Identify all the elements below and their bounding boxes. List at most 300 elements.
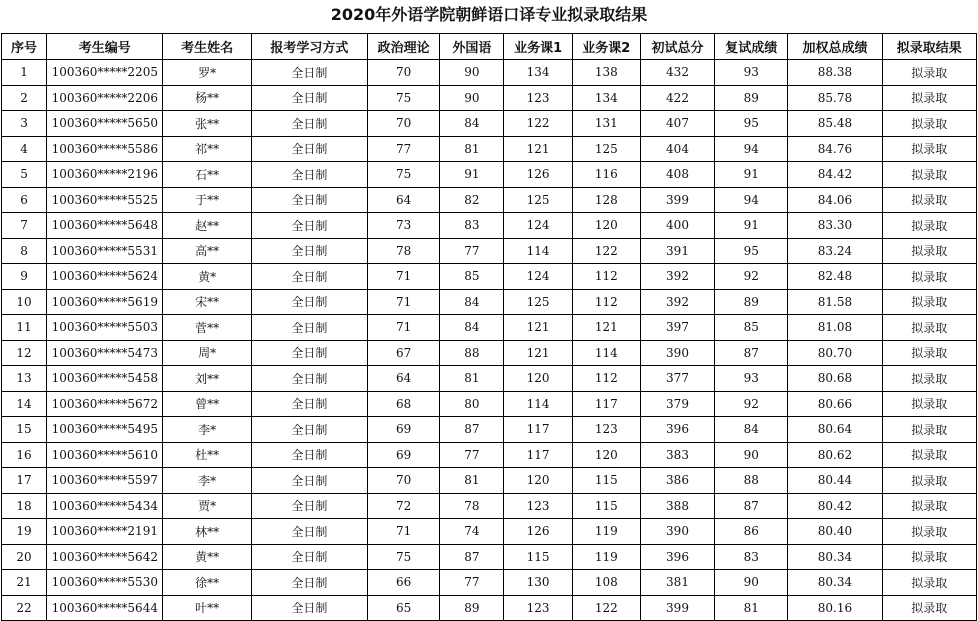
cell-col-retest-score: 88: [715, 468, 788, 494]
table-header-row: [2, 34, 977, 60]
table-row: [2, 162, 977, 188]
cell-col-result: 拟录取: [882, 366, 976, 392]
cell-col-seq: 17: [2, 468, 47, 494]
table-row: [2, 544, 977, 570]
cell-col-prelim-total: 390: [640, 340, 714, 366]
cell-col-subject-2: 122: [572, 238, 640, 264]
cell-col-subject-2: 128: [572, 187, 640, 213]
cell-col-retest-score: 91: [715, 213, 788, 239]
cell-col-weighted-total: 80.64: [788, 417, 882, 443]
cell-col-prelim-total: 396: [640, 417, 714, 443]
cell-col-subject-1: 124: [504, 213, 572, 239]
cell-col-seq: 15: [2, 417, 47, 443]
cell-col-politics: 69: [368, 417, 440, 443]
cell-col-result: 拟录取: [882, 468, 976, 494]
cell-col-subject-1: 134: [504, 60, 572, 86]
cell-col-name: 杜**: [163, 442, 251, 468]
cell-col-foreign-lang: 81: [440, 136, 504, 162]
cell-col-subject-2: 134: [572, 85, 640, 111]
cell-col-politics: 71: [368, 264, 440, 290]
cell-col-study-mode: 全日制: [251, 213, 367, 239]
cell-col-subject-1: 114: [504, 238, 572, 264]
cell-col-name: 石**: [163, 162, 251, 188]
header-col-name: 考生姓名: [163, 34, 251, 60]
cell-col-retest-score: 94: [715, 187, 788, 213]
table-row: [2, 595, 977, 621]
cell-col-name: 曾**: [163, 391, 251, 417]
cell-col-study-mode: 全日制: [251, 493, 367, 519]
cell-col-retest-score: 85: [715, 315, 788, 341]
table-row: [2, 570, 977, 596]
cell-col-result: 拟录取: [882, 289, 976, 315]
header-col-politics: 政治理论: [368, 34, 440, 60]
cell-col-weighted-total: 81.08: [788, 315, 882, 341]
cell-col-politics: 70: [368, 468, 440, 494]
cell-col-seq: 18: [2, 493, 47, 519]
cell-col-retest-score: 83: [715, 544, 788, 570]
cell-col-seq: 4: [2, 136, 47, 162]
cell-col-politics: 65: [368, 595, 440, 621]
header-col-weighted-total: 加权总成绩: [788, 34, 882, 60]
cell-col-weighted-total: 80.44: [788, 468, 882, 494]
cell-col-name: 张**: [163, 111, 251, 137]
cell-col-name: 宋**: [163, 289, 251, 315]
cell-col-study-mode: 全日制: [251, 391, 367, 417]
cell-col-politics: 66: [368, 570, 440, 596]
cell-col-weighted-total: 85.78: [788, 85, 882, 111]
cell-col-name: 罗*: [163, 60, 251, 86]
cell-col-study-mode: 全日制: [251, 85, 367, 111]
cell-col-prelim-total: 392: [640, 289, 714, 315]
table-row: [2, 85, 977, 111]
cell-col-result: 拟录取: [882, 442, 976, 468]
cell-col-result: 拟录取: [882, 162, 976, 188]
cell-col-subject-2: 120: [572, 442, 640, 468]
cell-col-retest-score: 90: [715, 570, 788, 596]
cell-col-politics: 68: [368, 391, 440, 417]
cell-col-foreign-lang: 87: [440, 544, 504, 570]
cell-col-subject-2: 115: [572, 468, 640, 494]
cell-col-result: 拟录取: [882, 264, 976, 290]
cell-col-subject-1: 120: [504, 366, 572, 392]
cell-col-seq: 21: [2, 570, 47, 596]
cell-col-seq: 5: [2, 162, 47, 188]
cell-col-politics: 64: [368, 187, 440, 213]
cell-col-foreign-lang: 77: [440, 570, 504, 596]
cell-col-prelim-total: 377: [640, 366, 714, 392]
cell-col-subject-1: 114: [504, 391, 572, 417]
cell-col-retest-score: 92: [715, 264, 788, 290]
table-row: [2, 442, 977, 468]
header-col-study-mode: 报考学习方式: [251, 34, 367, 60]
cell-col-result: 拟录取: [882, 493, 976, 519]
cell-col-name: 刘**: [163, 366, 251, 392]
table-row: [2, 264, 977, 290]
header-col-retest-score: 复试成绩: [715, 34, 788, 60]
cell-col-politics: 67: [368, 340, 440, 366]
cell-col-weighted-total: 83.30: [788, 213, 882, 239]
cell-col-name: 祁**: [163, 136, 251, 162]
cell-col-weighted-total: 85.48: [788, 111, 882, 137]
cell-col-subject-1: 124: [504, 264, 572, 290]
cell-col-exam-id: 100360*****2206: [47, 85, 163, 111]
cell-col-foreign-lang: 84: [440, 111, 504, 137]
cell-col-weighted-total: 80.34: [788, 570, 882, 596]
cell-col-subject-2: 121: [572, 315, 640, 341]
cell-col-politics: 75: [368, 162, 440, 188]
header-col-seq: 序号: [2, 34, 47, 60]
cell-col-retest-score: 81: [715, 595, 788, 621]
table-row: [2, 111, 977, 137]
header-col-result: 拟录取结果: [882, 34, 976, 60]
cell-col-seq: 20: [2, 544, 47, 570]
cell-col-politics: 71: [368, 315, 440, 341]
cell-col-seq: 9: [2, 264, 47, 290]
cell-col-politics: 72: [368, 493, 440, 519]
cell-col-exam-id: 100360*****5530: [47, 570, 163, 596]
cell-col-exam-id: 100360*****5610: [47, 442, 163, 468]
cell-col-seq: 3: [2, 111, 47, 137]
cell-col-foreign-lang: 91: [440, 162, 504, 188]
cell-col-result: 拟录取: [882, 315, 976, 341]
cell-col-politics: 70: [368, 60, 440, 86]
cell-col-subject-1: 117: [504, 417, 572, 443]
cell-col-weighted-total: 80.70: [788, 340, 882, 366]
cell-col-foreign-lang: 82: [440, 187, 504, 213]
cell-col-subject-1: 126: [504, 162, 572, 188]
cell-col-subject-1: 121: [504, 136, 572, 162]
cell-col-prelim-total: 390: [640, 519, 714, 545]
cell-col-exam-id: 100360*****5644: [47, 595, 163, 621]
cell-col-prelim-total: 396: [640, 544, 714, 570]
cell-col-subject-2: 122: [572, 595, 640, 621]
cell-col-study-mode: 全日制: [251, 60, 367, 86]
cell-col-subject-1: 123: [504, 85, 572, 111]
cell-col-subject-1: 125: [504, 289, 572, 315]
cell-col-result: 拟录取: [882, 213, 976, 239]
cell-col-subject-1: 121: [504, 340, 572, 366]
cell-col-weighted-total: 84.76: [788, 136, 882, 162]
table-row: [2, 60, 977, 86]
cell-col-subject-1: 126: [504, 519, 572, 545]
cell-col-subject-2: 123: [572, 417, 640, 443]
cell-col-exam-id: 100360*****5650: [47, 111, 163, 137]
cell-col-result: 拟录取: [882, 570, 976, 596]
cell-col-seq: 6: [2, 187, 47, 213]
cell-col-subject-2: 115: [572, 493, 640, 519]
cell-col-subject-2: 108: [572, 570, 640, 596]
cell-col-exam-id: 100360*****5531: [47, 238, 163, 264]
table-row: [2, 391, 977, 417]
cell-col-subject-2: 125: [572, 136, 640, 162]
cell-col-study-mode: 全日制: [251, 544, 367, 570]
cell-col-subject-1: 123: [504, 595, 572, 621]
cell-col-prelim-total: 422: [640, 85, 714, 111]
cell-col-study-mode: 全日制: [251, 366, 367, 392]
cell-col-subject-2: 112: [572, 264, 640, 290]
table-row: [2, 289, 977, 315]
table-row: [2, 213, 977, 239]
cell-col-seq: 7: [2, 213, 47, 239]
cell-col-politics: 71: [368, 519, 440, 545]
cell-col-foreign-lang: 87: [440, 417, 504, 443]
cell-col-retest-score: 95: [715, 238, 788, 264]
cell-col-name: 黄*: [163, 264, 251, 290]
cell-col-name: 李*: [163, 417, 251, 443]
cell-col-prelim-total: 392: [640, 264, 714, 290]
cell-col-result: 拟录取: [882, 85, 976, 111]
cell-col-study-mode: 全日制: [251, 162, 367, 188]
cell-col-result: 拟录取: [882, 136, 976, 162]
cell-col-result: 拟录取: [882, 60, 976, 86]
cell-col-politics: 78: [368, 238, 440, 264]
cell-col-name: 菅**: [163, 315, 251, 341]
cell-col-exam-id: 100360*****5434: [47, 493, 163, 519]
admission-results-table: [1, 33, 977, 621]
cell-col-subject-2: 120: [572, 213, 640, 239]
cell-col-retest-score: 95: [715, 111, 788, 137]
cell-col-subject-1: 130: [504, 570, 572, 596]
cell-col-seq: 16: [2, 442, 47, 468]
cell-col-prelim-total: 407: [640, 111, 714, 137]
cell-col-study-mode: 全日制: [251, 264, 367, 290]
cell-col-retest-score: 87: [715, 340, 788, 366]
cell-col-prelim-total: 386: [640, 468, 714, 494]
header-col-subject-2: 业务课2: [572, 34, 640, 60]
cell-col-exam-id: 100360*****5458: [47, 366, 163, 392]
cell-col-subject-1: 121: [504, 315, 572, 341]
cell-col-prelim-total: 397: [640, 315, 714, 341]
cell-col-name: 林**: [163, 519, 251, 545]
cell-col-retest-score: 92: [715, 391, 788, 417]
table-row: [2, 519, 977, 545]
cell-col-prelim-total: 400: [640, 213, 714, 239]
page-title: 2020年外语学院朝鲜语口译专业拟录取结果: [330, 5, 648, 24]
table-row: [2, 366, 977, 392]
cell-col-study-mode: 全日制: [251, 238, 367, 264]
cell-col-seq: 10: [2, 289, 47, 315]
cell-col-foreign-lang: 78: [440, 493, 504, 519]
cell-col-weighted-total: 80.40: [788, 519, 882, 545]
header-col-prelim-total: 初试总分: [640, 34, 714, 60]
cell-col-seq: 2: [2, 85, 47, 111]
cell-col-prelim-total: 404: [640, 136, 714, 162]
cell-col-foreign-lang: 84: [440, 289, 504, 315]
cell-col-subject-1: 120: [504, 468, 572, 494]
cell-col-weighted-total: 84.06: [788, 187, 882, 213]
cell-col-weighted-total: 80.16: [788, 595, 882, 621]
cell-col-name: 李*: [163, 468, 251, 494]
cell-col-retest-score: 94: [715, 136, 788, 162]
cell-col-seq: 13: [2, 366, 47, 392]
cell-col-politics: 69: [368, 442, 440, 468]
header-col-exam-id: 考生编号: [47, 34, 163, 60]
cell-col-study-mode: 全日制: [251, 442, 367, 468]
cell-col-exam-id: 100360*****5672: [47, 391, 163, 417]
cell-col-weighted-total: 80.62: [788, 442, 882, 468]
cell-col-exam-id: 100360*****5473: [47, 340, 163, 366]
cell-col-subject-1: 115: [504, 544, 572, 570]
cell-col-foreign-lang: 84: [440, 315, 504, 341]
cell-col-exam-id: 100360*****2205: [47, 60, 163, 86]
cell-col-result: 拟录取: [882, 187, 976, 213]
cell-col-name: 黄**: [163, 544, 251, 570]
cell-col-exam-id: 100360*****2191: [47, 519, 163, 545]
cell-col-foreign-lang: 77: [440, 238, 504, 264]
cell-col-retest-score: 87: [715, 493, 788, 519]
cell-col-seq: 22: [2, 595, 47, 621]
cell-col-seq: 14: [2, 391, 47, 417]
cell-col-name: 贾*: [163, 493, 251, 519]
cell-col-retest-score: 90: [715, 442, 788, 468]
cell-col-prelim-total: 408: [640, 162, 714, 188]
cell-col-result: 拟录取: [882, 340, 976, 366]
table-row: [2, 493, 977, 519]
cell-col-retest-score: 91: [715, 162, 788, 188]
cell-col-prelim-total: 432: [640, 60, 714, 86]
cell-col-result: 拟录取: [882, 111, 976, 137]
cell-col-result: 拟录取: [882, 544, 976, 570]
cell-col-subject-2: 112: [572, 366, 640, 392]
cell-col-study-mode: 全日制: [251, 468, 367, 494]
cell-col-retest-score: 84: [715, 417, 788, 443]
cell-col-retest-score: 86: [715, 519, 788, 545]
cell-col-name: 徐**: [163, 570, 251, 596]
cell-col-subject-1: 125: [504, 187, 572, 213]
cell-col-name: 叶**: [163, 595, 251, 621]
cell-col-foreign-lang: 85: [440, 264, 504, 290]
cell-col-study-mode: 全日制: [251, 340, 367, 366]
cell-col-retest-score: 89: [715, 85, 788, 111]
cell-col-foreign-lang: 77: [440, 442, 504, 468]
cell-col-subject-1: 122: [504, 111, 572, 137]
cell-col-politics: 75: [368, 544, 440, 570]
cell-col-result: 拟录取: [882, 417, 976, 443]
cell-col-retest-score: 93: [715, 366, 788, 392]
cell-col-study-mode: 全日制: [251, 519, 367, 545]
cell-col-study-mode: 全日制: [251, 187, 367, 213]
cell-col-subject-2: 119: [572, 544, 640, 570]
cell-col-exam-id: 100360*****5586: [47, 136, 163, 162]
cell-col-foreign-lang: 80: [440, 391, 504, 417]
cell-col-foreign-lang: 90: [440, 60, 504, 86]
cell-col-study-mode: 全日制: [251, 136, 367, 162]
cell-col-weighted-total: 83.24: [788, 238, 882, 264]
cell-col-subject-1: 117: [504, 442, 572, 468]
cell-col-weighted-total: 88.38: [788, 60, 882, 86]
cell-col-name: 于**: [163, 187, 251, 213]
header-col-subject-1: 业务课1: [504, 34, 572, 60]
cell-col-seq: 11: [2, 315, 47, 341]
cell-col-exam-id: 100360*****5648: [47, 213, 163, 239]
cell-col-seq: 12: [2, 340, 47, 366]
cell-col-exam-id: 100360*****2196: [47, 162, 163, 188]
table-body: [2, 60, 977, 621]
cell-col-foreign-lang: 90: [440, 85, 504, 111]
table-row: [2, 417, 977, 443]
table-row: [2, 340, 977, 366]
cell-col-subject-2: 119: [572, 519, 640, 545]
cell-col-foreign-lang: 74: [440, 519, 504, 545]
cell-col-subject-2: 131: [572, 111, 640, 137]
cell-col-foreign-lang: 83: [440, 213, 504, 239]
cell-col-name: 周*: [163, 340, 251, 366]
cell-col-study-mode: 全日制: [251, 570, 367, 596]
cell-col-foreign-lang: 81: [440, 468, 504, 494]
cell-col-subject-2: 114: [572, 340, 640, 366]
cell-col-study-mode: 全日制: [251, 111, 367, 137]
cell-col-name: 杨**: [163, 85, 251, 111]
cell-col-subject-2: 117: [572, 391, 640, 417]
cell-col-prelim-total: 388: [640, 493, 714, 519]
cell-col-prelim-total: 391: [640, 238, 714, 264]
cell-col-politics: 75: [368, 85, 440, 111]
cell-col-weighted-total: 84.42: [788, 162, 882, 188]
cell-col-exam-id: 100360*****5525: [47, 187, 163, 213]
cell-col-weighted-total: 82.48: [788, 264, 882, 290]
cell-col-foreign-lang: 81: [440, 366, 504, 392]
cell-col-exam-id: 100360*****5619: [47, 289, 163, 315]
cell-col-weighted-total: 80.42: [788, 493, 882, 519]
cell-col-weighted-total: 80.66: [788, 391, 882, 417]
cell-col-weighted-total: 81.58: [788, 289, 882, 315]
cell-col-seq: 19: [2, 519, 47, 545]
cell-col-subject-2: 138: [572, 60, 640, 86]
cell-col-politics: 71: [368, 289, 440, 315]
cell-col-exam-id: 100360*****5597: [47, 468, 163, 494]
cell-col-name: 赵**: [163, 213, 251, 239]
cell-col-exam-id: 100360*****5495: [47, 417, 163, 443]
cell-col-exam-id: 100360*****5642: [47, 544, 163, 570]
cell-col-prelim-total: 383: [640, 442, 714, 468]
cell-col-result: 拟录取: [882, 391, 976, 417]
cell-col-weighted-total: 80.68: [788, 366, 882, 392]
cell-col-weighted-total: 80.34: [788, 544, 882, 570]
cell-col-foreign-lang: 89: [440, 595, 504, 621]
table-row: [2, 468, 977, 494]
table-row: [2, 315, 977, 341]
cell-col-retest-score: 93: [715, 60, 788, 86]
cell-col-prelim-total: 399: [640, 595, 714, 621]
cell-col-seq: 8: [2, 238, 47, 264]
cell-col-politics: 73: [368, 213, 440, 239]
cell-col-study-mode: 全日制: [251, 315, 367, 341]
cell-col-subject-2: 116: [572, 162, 640, 188]
cell-col-politics: 77: [368, 136, 440, 162]
cell-col-study-mode: 全日制: [251, 289, 367, 315]
cell-col-seq: 1: [2, 60, 47, 86]
cell-col-study-mode: 全日制: [251, 417, 367, 443]
table-row: [2, 187, 977, 213]
cell-col-retest-score: 89: [715, 289, 788, 315]
cell-col-result: 拟录取: [882, 595, 976, 621]
cell-col-politics: 64: [368, 366, 440, 392]
cell-col-study-mode: 全日制: [251, 595, 367, 621]
cell-col-result: 拟录取: [882, 238, 976, 264]
cell-col-prelim-total: 381: [640, 570, 714, 596]
table-row: [2, 238, 977, 264]
cell-col-exam-id: 100360*****5503: [47, 315, 163, 341]
cell-col-prelim-total: 399: [640, 187, 714, 213]
cell-col-prelim-total: 379: [640, 391, 714, 417]
cell-col-exam-id: 100360*****5624: [47, 264, 163, 290]
cell-col-politics: 70: [368, 111, 440, 137]
cell-col-result: 拟录取: [882, 519, 976, 545]
cell-col-foreign-lang: 88: [440, 340, 504, 366]
header-col-foreign-lang: 外国语: [440, 34, 504, 60]
cell-col-subject-1: 123: [504, 493, 572, 519]
cell-col-name: 高**: [163, 238, 251, 264]
